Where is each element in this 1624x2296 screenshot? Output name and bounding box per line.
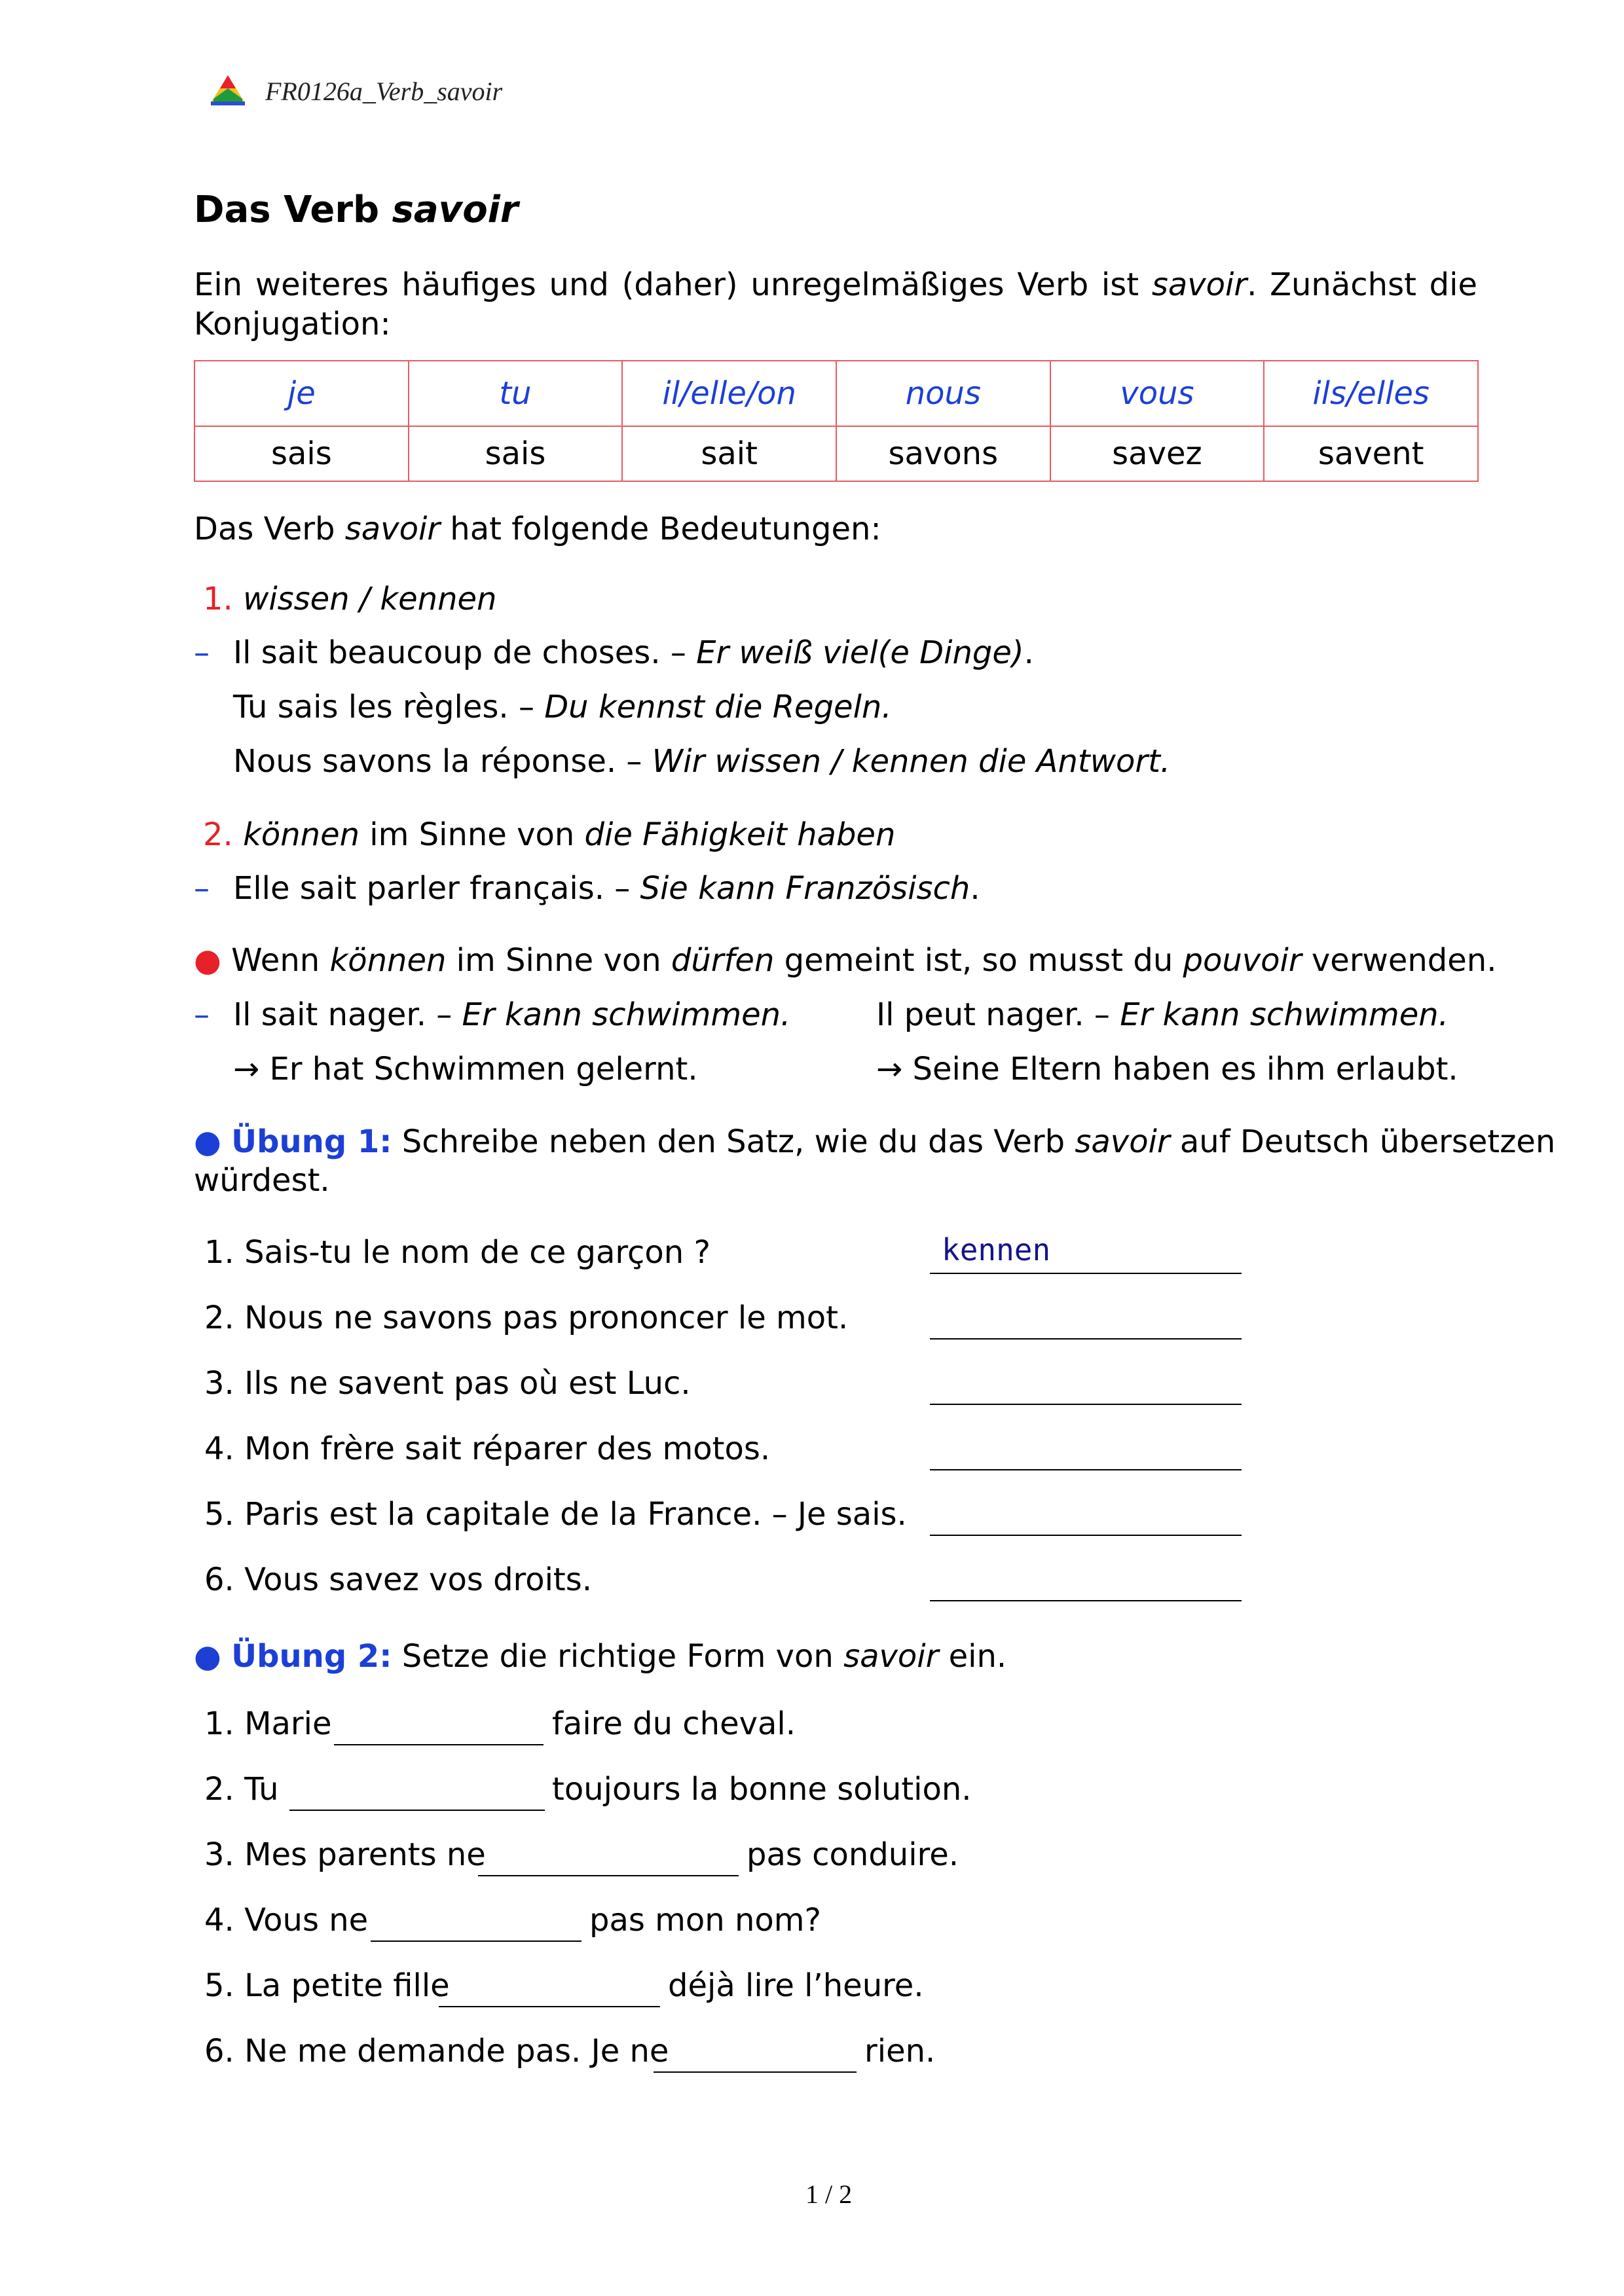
bullet-icon: ●	[194, 1638, 221, 1675]
fill-blank[interactable]	[334, 1744, 544, 1745]
exercise-2-item-end: rien.	[864, 2033, 936, 2069]
pronoun-cell: il/elle/on	[622, 361, 836, 426]
pronoun-cell: ils/elles	[1264, 361, 1478, 426]
example-right: Il peut nager. – Er kann schwimmen.	[876, 996, 1449, 1033]
exercise-2-item: 2. Tu	[204, 1771, 279, 1808]
pronoun-cell: je	[194, 361, 409, 426]
pronoun-row	[194, 361, 1478, 426]
exercise-1-item: 5. Paris est la capitale de la France. – Je sais.	[204, 1496, 907, 1533]
publisher-logo-icon	[208, 74, 248, 107]
answer-line[interactable]	[930, 1600, 1242, 1601]
meaning-2-heading: 2. können im Sinne von die Fähigkeit haben	[203, 816, 896, 853]
example-line: Il sait beaucoup de choses. – Er weiß viel(e Dinge).	[233, 634, 1034, 671]
fill-blank[interactable]	[478, 1875, 739, 1876]
fill-blank[interactable]	[371, 1941, 581, 1942]
form-cell: savez	[1050, 426, 1264, 481]
note-line: ● Wenn können im Sinne von dürfen gemeint ist, so musst du pouvoir verwenden.	[194, 942, 1497, 979]
pronoun-cell: tu	[409, 361, 623, 426]
answer-handwritten: kennen	[942, 1232, 1051, 1267]
fill-blank[interactable]	[439, 2006, 660, 2007]
form-cell: sais	[194, 426, 409, 481]
answer-line[interactable]	[930, 1535, 1242, 1536]
arrow-right-icon: →	[876, 1051, 903, 1087]
fill-blank[interactable]	[289, 1810, 545, 1811]
bullet-icon: ●	[194, 1123, 221, 1160]
dash-marker: –	[194, 870, 210, 907]
example-line: Nous savons la réponse. – Wir wissen / kennen die Antwort.	[233, 743, 1171, 780]
exercise-2-item: 3. Mes parents ne	[204, 1836, 486, 1873]
fill-blank[interactable]	[654, 2071, 857, 2073]
meanings-intro: Das Verb savoir hat folgende Bedeutungen:	[194, 511, 881, 547]
exercise-1-instruction-cont: würdest.	[194, 1162, 330, 1199]
form-cell: sais	[409, 426, 623, 481]
exercise-1-item: 1. Sais-tu le nom de ce garçon ?	[204, 1234, 710, 1271]
result-left: → Er hat Schwimmen gelernt.	[233, 1051, 698, 1087]
page-number: 1 / 2	[805, 2179, 853, 2209]
exercise-2-item: 6. Ne me demande pas. Je ne	[204, 2033, 669, 2069]
answer-line[interactable]	[930, 1404, 1242, 1405]
example-line: Tu sais les règles. – Du kennst die Regeln.	[233, 689, 892, 725]
exercise-2-item-end: faire du cheval.	[552, 1705, 796, 1742]
dash-marker: –	[194, 996, 210, 1033]
exercise-2-item: 5. La petite fille	[204, 1967, 450, 2004]
example-line: Elle sait parler français. – Sie kann Französisch.	[233, 870, 980, 907]
intro-paragraph: Ein weiteres häufiges und (daher) unregelmäßiges Verb ist savoir. Zunächst die Konjugation:	[194, 266, 1478, 342]
meaning-1-heading: 1. wissen / kennen	[203, 581, 497, 617]
answer-line[interactable]	[930, 1273, 1242, 1274]
exercise-2-item: 1. Marie	[204, 1705, 332, 1742]
dash-marker: –	[194, 634, 210, 671]
exercise-1-item: 3. Ils ne savent pas où est Luc.	[204, 1365, 691, 1402]
exercise-1-item: 4. Mon frère sait réparer des motos.	[204, 1430, 771, 1467]
exercise-2-item-end: pas conduire.	[747, 1836, 959, 1873]
exercise-2-item-end: déjà lire l’heure.	[668, 1967, 924, 2004]
exercise-1-item: 2. Nous ne savons pas prononcer le mot.	[204, 1300, 849, 1336]
answer-line[interactable]	[930, 1469, 1242, 1470]
conjugation-table	[194, 360, 1479, 482]
result-right: → Seine Eltern haben es ihm erlaubt.	[876, 1051, 1458, 1087]
exercise-2-item-end: toujours la bonne solution.	[552, 1771, 972, 1808]
exercise-2-instruction: ● Übung 2: Setze die richtige Form von savoir ein.	[194, 1638, 1007, 1675]
document-id: FR0126a_Verb_savoir	[265, 77, 503, 106]
exercise-2-item: 4. Vous ne	[204, 1902, 369, 1939]
pronoun-cell: vous	[1050, 361, 1264, 426]
bullet-icon: ●	[194, 942, 221, 979]
title-verb: savoir	[392, 189, 519, 231]
exercise-1-instruction: ● Übung 1: Schreibe neben den Satz, wie du das Verb savoir auf Deutsch übersetzen	[194, 1123, 1556, 1160]
form-row	[194, 426, 1478, 481]
form-cell: savent	[1264, 426, 1478, 481]
exercise-2-item-end: pas mon nom?	[589, 1902, 821, 1939]
form-cell: sait	[622, 426, 836, 481]
arrow-right-icon: →	[233, 1051, 260, 1087]
pronoun-cell: nous	[836, 361, 1050, 426]
answer-line[interactable]	[930, 1338, 1242, 1339]
page-title: Das Verb savoir	[194, 189, 519, 231]
exercise-1-item: 6. Vous savez vos droits.	[204, 1561, 593, 1598]
form-cell: savons	[836, 426, 1050, 481]
example-left: Il sait nager. – Er kann schwimmen.	[233, 996, 791, 1033]
